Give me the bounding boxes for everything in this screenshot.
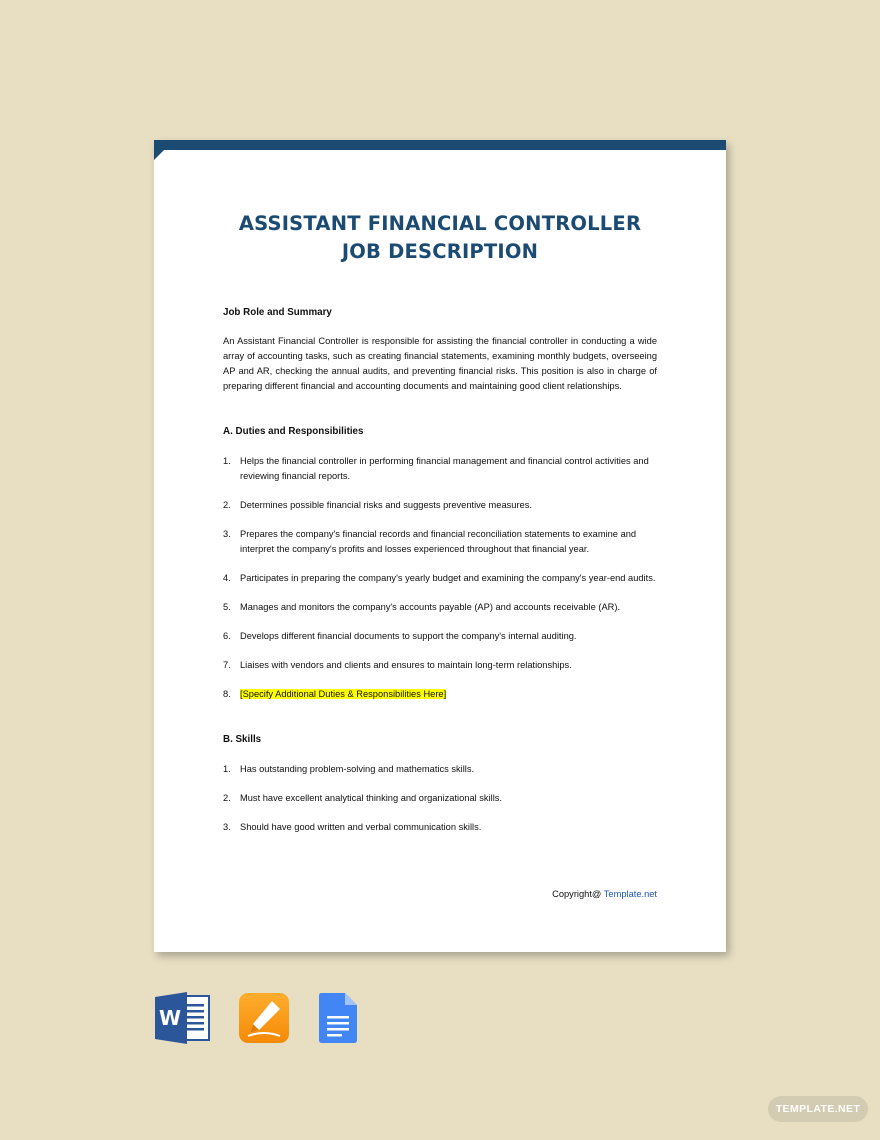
list-text: Should have good written and verbal communication skills. [240, 822, 482, 832]
list-text: Must have excellent analytical thinking and organizational skills. [240, 793, 503, 803]
copyright-link[interactable]: Template.net [603, 889, 657, 899]
list-text: Participates in preparing the company's yearly budget and examining the company's year-end audits. [240, 573, 656, 583]
google-docs-icon[interactable] [318, 992, 358, 1044]
list-number: 5. [223, 602, 231, 612]
skills-heading: B. Skills [223, 734, 262, 745]
list-item [223, 762, 657, 777]
template-net-badge[interactable]: TEMPLATE.NET [768, 1096, 868, 1122]
list-text: Prepares the company's financial records and financial reconciliation statements to examine and interpret the company's profits and losses experienced throughout that financial year. [240, 529, 637, 554]
duties-list [223, 454, 657, 702]
app-format-icons [0, 992, 880, 1048]
duties-heading: A. Duties and Responsibilities [223, 426, 364, 437]
list-item [223, 791, 657, 806]
list-number: 4. [223, 573, 231, 583]
list-text: Determines possible financial risks and suggests preventive measures. [240, 500, 532, 510]
list-number: 1. [223, 456, 231, 466]
list-number: 6. [223, 631, 231, 641]
title-line-1: ASSISTANT FINANCIAL CONTROLLER [238, 212, 642, 235]
list-number: 3. [223, 529, 231, 539]
word-icon[interactable] [155, 992, 211, 1044]
list-item [223, 498, 657, 513]
header-corner [154, 150, 164, 160]
list-item [223, 687, 657, 702]
list-text: Liaises with vendors and clients and ensures to maintain long-term relationships. [240, 660, 572, 670]
summary-paragraph: An Assistant Financial Controller is responsible for assisting the financial controller in conducting a wide array of accounting tasks, such as creating financial statements, examining monthly budgets, overseeing AP and AR, checking the annual audits, and preventing financial risks. This position is also in charge of preparing different financial and accounting documents and maintaining good client relationships. [223, 336, 657, 391]
list-item [223, 629, 657, 644]
list-number: 2. [223, 793, 231, 803]
list-number: 8. [223, 689, 231, 699]
summary-heading: Job Role and Summary [223, 307, 332, 318]
list-item [223, 454, 657, 484]
list-number: 2. [223, 500, 231, 510]
header-bar [154, 140, 726, 150]
list-text: Helps the financial controller in performing financial management and financial control activities and reviewing financial reports. [240, 456, 649, 481]
list-text: Develops different financial documents to support the company's internal auditing. [240, 631, 577, 641]
list-text-placeholder [240, 687, 657, 702]
list-number: 1. [223, 764, 231, 774]
document-page [154, 140, 726, 952]
skills-list [223, 762, 657, 835]
document-title [154, 210, 726, 266]
word-icon-letter: W [158, 1006, 182, 1030]
document-body [223, 305, 657, 835]
list-text: Has outstanding problem-solving and mathematics skills. [240, 764, 475, 774]
list-item [223, 527, 657, 557]
list-item [223, 600, 657, 615]
list-item [223, 658, 657, 673]
list-item [223, 820, 657, 835]
copyright-label: Copyright@ [552, 889, 604, 899]
pages-icon[interactable] [238, 992, 290, 1044]
copyright-line [552, 889, 657, 899]
list-number: 7. [223, 660, 231, 670]
list-item [223, 571, 657, 586]
highlighted-placeholder: [Specify Additional Duties & Responsibilities Here] [240, 689, 447, 699]
list-text: Manages and monitors the company's accounts payable (AP) and accounts receivable (AR). [240, 602, 621, 612]
list-number: 3. [223, 822, 231, 832]
title-line-2: JOB DESCRIPTION [341, 240, 539, 263]
